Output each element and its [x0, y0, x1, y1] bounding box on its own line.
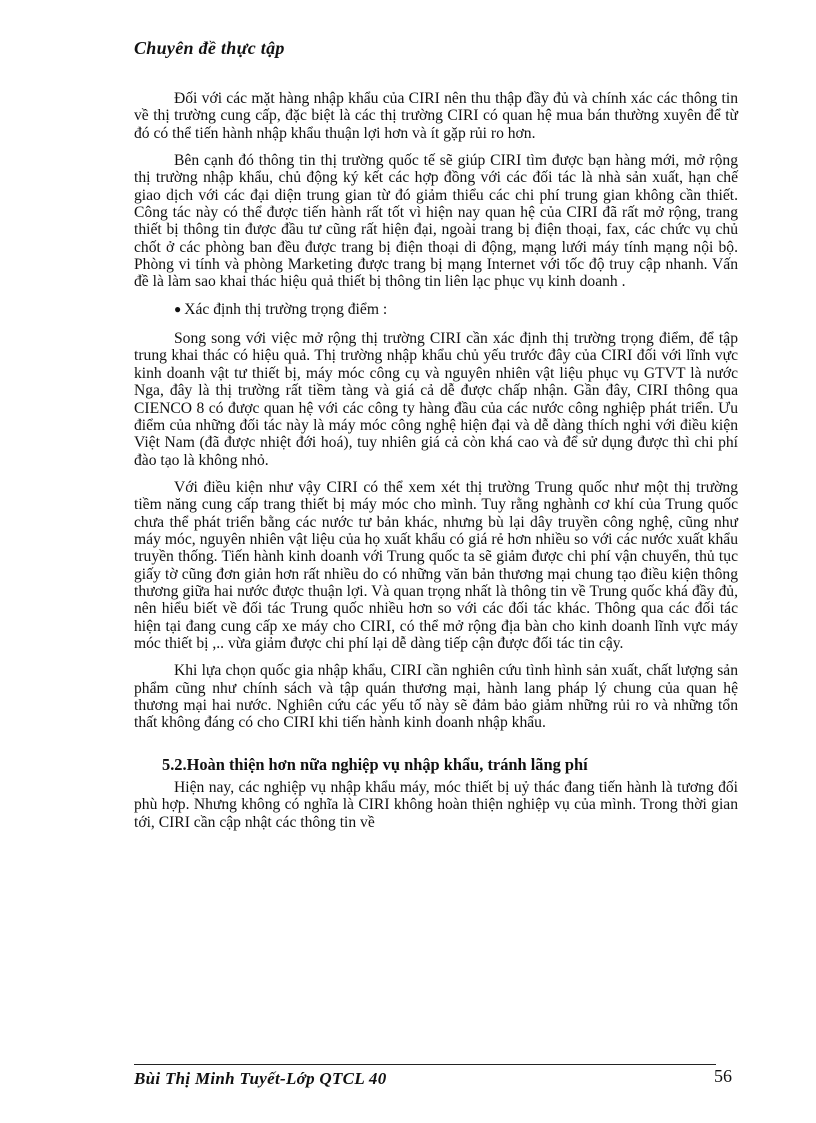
paragraph-5: Khi lựa chọn quốc gia nhập khẩu, CIRI cần nghiên cứu tình hình sản xuất, chất lượng sản phẩm cũng như chính sách và tập quán thương mại, hành lang pháp lý chung của quan hệ thương mại hai nước. Nghiên cứu các yếu tố này sẽ đảm bảo giảm những rủi ro và những tổn thất không đáng có cho CIRI khi tiến hành kinh doanh nhập khẩu. [134, 662, 738, 732]
page-number: 56 [714, 1066, 732, 1086]
paragraph-6: Hiện nay, các nghiệp vụ nhập khẩu máy, móc thiết bị uỷ thác đang tiến hành là tương đối phù hợp. Nhưng không có nghĩa là CIRI không hoàn thiện nghiệp vụ của mình. Trong thời gian tới, CIRI cần cập nhật các thông tin về [134, 779, 738, 831]
section-heading: 5.2.Hoàn thiện hơn nữa nghiệp vụ nhập khẩu, tránh lãng phí [162, 754, 588, 774]
footer-author: Bùi Thị Minh Tuyết-Lớp QTCL 40 [134, 1069, 387, 1088]
bullet-label: Xác định thị trường trọng điểm : [184, 300, 388, 318]
header-title: Chuyên đề thực tập [134, 38, 285, 58]
paragraph-1: Đối với các mặt hàng nhập khẩu của CIRI nên thu thập đầy đủ và chính xác các thông tin về thị trường cung cấp, đặc biệt là các thị trường CIRI có quan hệ mua bán thường xuyên để từ đó có thể tiến hành nhập khẩu thuận lợi hơn và ít gặp rủi ro hơn. [134, 90, 738, 142]
footer-divider [134, 1064, 716, 1065]
paragraph-4: Với điều kiện như vậy CIRI có thể xem xét thị trường Trung quốc như một thị trường tiềm năng cung cấp trang thiết bị máy móc cho mình. Tuy rằng nghành cơ khí của Trung quốc chưa thể phát triển bằng các nước tư bản khác, nhưng bù lại dây truyền công nghệ, cũng như máy móc, nguyên nhiên vật liệu của họ xuất khẩu có giá rẻ hơn nhiều so với các nước xuất khẩu truyền thống. Tiến hành kinh doanh với Trung quốc ta sẽ giảm được chi phí vận chuyển, thủ tục giấy tờ cũng đơn giản hơn rất nhiều do có những văn bản thương mại chung tạo điều kiện thông thương giữa hai nước được thuận lợi. Và quan trọng nhất là thông tin về Trung quốc khá đầy đủ, nên hiểu biết về đối tác Trung quốc nhiều hơn so với các đối tác khác. Thông qua các đối tác hiện tại đang cung cấp xe máy cho CIRI, có thể mở rộng địa bàn cho kinh doanh lĩnh vực máy móc thiết bị ,.. vừa giảm được chi phí lại dễ dàng tiếp cận được đối tác tin cậy. [134, 478, 738, 652]
paragraph-3: Song song với việc mở rộng thị trường CIRI cần xác định thị trường trọng điểm, để tập trung khai thác có hiệu quả. Thị trường nhập khẩu chủ yếu trước đây của CIRI đối với lĩnh vực kinh doanh vật tư thiết bị, máy móc công cụ và nguyên nhiên vật liệu phục vụ GTVT là nước Nga, đây là thị trường rất tiềm tàng và giá cả dễ được chấp nhận. Gần đây, CIRI thông qua CIENCO 8 có được quan hệ với các công ty hàng đầu của các nước công nghiệp phát triển. Ưu điểm của những đối tác này là máy móc công nghệ hiện đại và dễ dàng thích nghi với điều kiện Việt Nam (đã được nhiệt đới hoá), tuy nhiên giá cả còn khá cao và để sử dụng được thì chi phí đào tạo là không nhỏ. [134, 330, 738, 469]
paragraph-2: Bên cạnh đó thông tin thị trường quốc tế sẽ giúp CIRI tìm được bạn hàng mới, mở rộng thị trường nhập khẩu, chủ động ký kết các hợp đồng với các đối tác là nhà sản xuất, hạn chế giao dịch với các đại diện trung gian từ đó giảm thiểu các chi phí trung gian không cần thiết. Công tác này có thể được tiến hành rất tốt vì hiện nay quan hệ của CIRI đã rất mở rộng, trang thiết bị thông tin được đầu tư cũng rất hiện đại, ngoài trang bị điện thoại, fax, các chức vụ chủ chốt ở các phòng ban đều được trang bị điện thoại di động, mạng lưới máy tính mạng nội bộ. Phòng vi tính và phòng Marketing được trang bị mạng Internet với tốc độ truy cập nhanh. Vấn đề là làm sao khai thác hiệu quả thiết bị thông tin liên lạc phục vụ kinh doanh . [134, 152, 738, 291]
body-text [134, 90, 738, 841]
bullet-item [134, 301, 738, 318]
bullet-icon: ● [174, 301, 182, 316]
